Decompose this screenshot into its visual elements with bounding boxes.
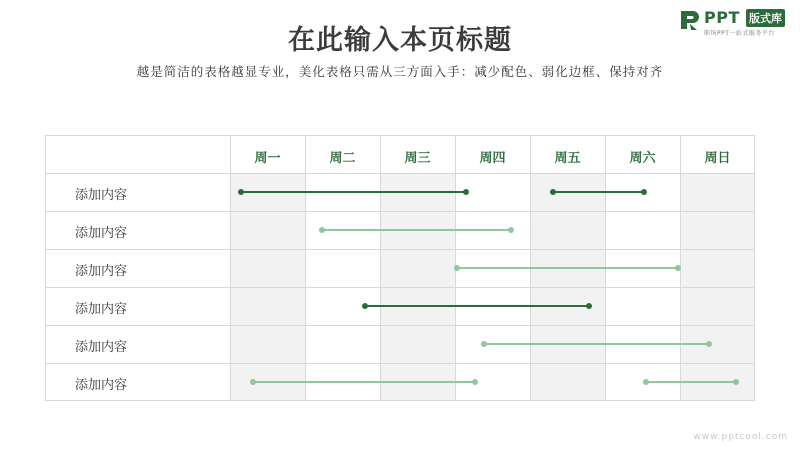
logo-tagline: 职场PPT一站式服务平台 [704, 30, 775, 37]
logo-icon [678, 8, 702, 32]
day-header: 周五 [554, 151, 581, 166]
day-header: 周一 [254, 151, 281, 166]
page-subtitle: 越是简洁的表格越显专业，美化表格只需从三方面入手：减少配色、弱化边框、保持对齐 [136, 64, 664, 79]
row-label: 添加内容 [75, 340, 128, 355]
page-title: 在此输入本页标题 [288, 25, 512, 56]
day-header: 周三 [404, 151, 431, 166]
row-divider [45, 249, 755, 250]
row-label: 添加内容 [75, 226, 128, 241]
task-start-dot [550, 189, 556, 195]
task-bar [241, 191, 466, 193]
brand-logo [678, 6, 794, 38]
task-start-dot [454, 265, 460, 271]
task-bar [553, 191, 645, 193]
task-end-dot [706, 341, 712, 347]
row-divider [45, 173, 755, 174]
task-end-dot [472, 379, 478, 385]
row-divider [45, 287, 755, 288]
column-divider [305, 135, 306, 401]
logo-badge: 版式库 [746, 9, 785, 27]
task-bar [322, 229, 512, 231]
row-divider [45, 400, 755, 401]
task-end-dot [508, 227, 514, 233]
column-divider [230, 135, 231, 401]
day-header: 周六 [629, 151, 656, 166]
column-divider [45, 135, 46, 401]
task-start-dot [643, 379, 649, 385]
task-end-dot [641, 189, 647, 195]
task-start-dot [362, 303, 368, 309]
day-header: 周四 [479, 151, 506, 166]
day-header: 周日 [704, 151, 731, 166]
row-divider [45, 211, 755, 212]
logo-brand: PPT [704, 8, 740, 27]
row-label: 添加内容 [75, 378, 128, 393]
task-start-dot [481, 341, 487, 347]
task-bar [253, 381, 476, 383]
row-label: 添加内容 [75, 302, 128, 317]
task-bar [646, 381, 736, 383]
task-start-dot [319, 227, 325, 233]
schedule-table [45, 135, 755, 401]
row-divider [45, 363, 755, 364]
row-label: 添加内容 [75, 188, 128, 203]
task-start-dot [250, 379, 256, 385]
task-bar [484, 343, 709, 345]
task-end-dot [463, 189, 469, 195]
day-header: 周二 [329, 151, 356, 166]
task-end-dot [586, 303, 592, 309]
row-divider [45, 325, 755, 326]
task-end-dot [675, 265, 681, 271]
task-bar [457, 267, 678, 269]
column-divider [380, 135, 381, 401]
row-label: 添加内容 [75, 264, 128, 279]
watermark: www.pptcool.com [693, 432, 788, 442]
row-divider [45, 135, 755, 136]
column-divider [754, 135, 755, 401]
task-bar [365, 305, 589, 307]
